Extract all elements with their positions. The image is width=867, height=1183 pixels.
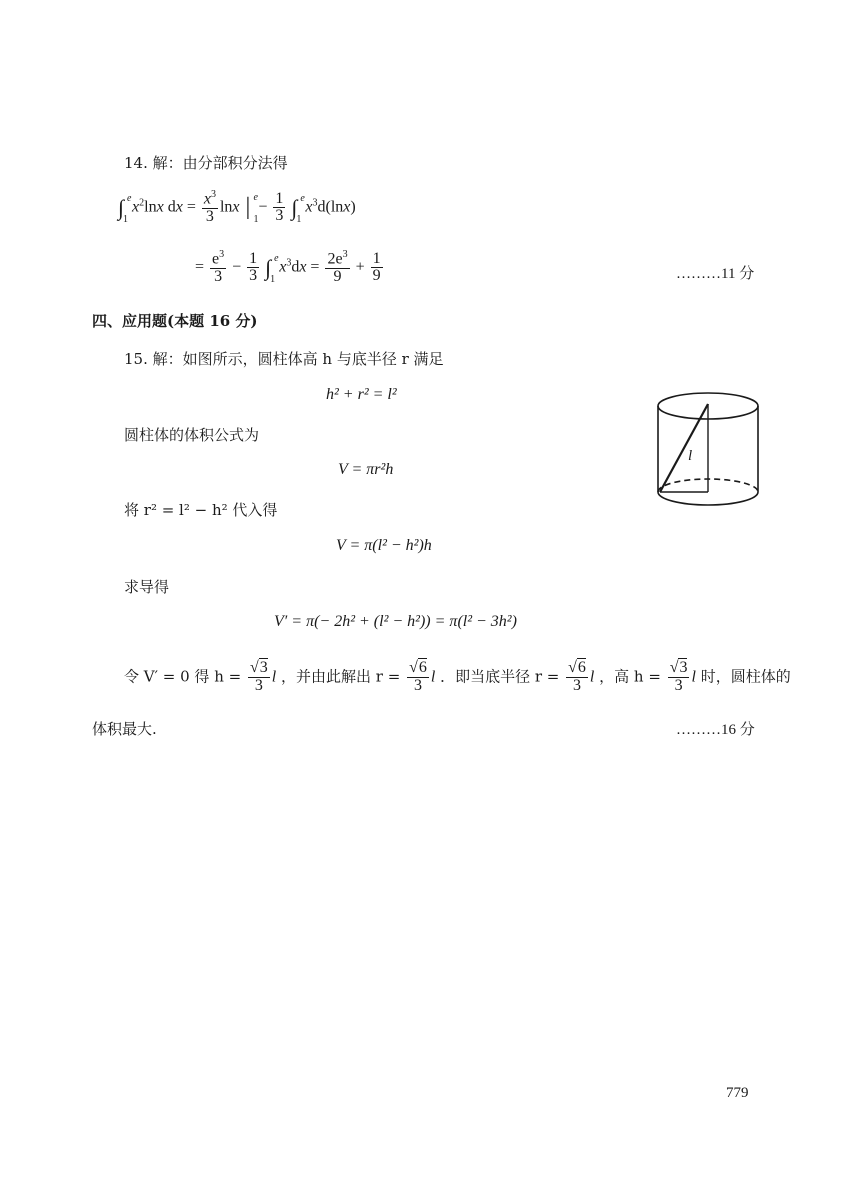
- q15-conclusion-line2: 体积最大.: [92, 720, 157, 738]
- q15-eq4: V′ = π(− 2h² + (l² − h²)) = π(l² − 3h²): [274, 613, 517, 630]
- q15-conclusion: 令 V′ = 0 得 h = $\frac{√3}{3}$ l ，并由此解出 r = $\frac{√6}{3}$ l ．即当底半径 r = $\frac{√6}{3}$ l ，高 h = $\frac{√3}{3}$ l 时，圆柱体的: [124, 659, 791, 694]
- q15-text-volume: 圆柱体的体积公式为: [124, 426, 260, 444]
- q14-heading: 14. 解：由分部积分法得: [124, 154, 288, 172]
- cylinder-figure: [650, 388, 768, 514]
- conclusion-mid2: ．即当底半径 r =: [440, 667, 560, 686]
- conclusion-mid3: ，高 h =: [599, 667, 661, 686]
- conclusion-end: 时，圆柱体的: [700, 667, 791, 686]
- figure-label-l: l: [688, 448, 693, 464]
- q15-text-deriv: 求导得: [124, 578, 170, 596]
- q14-formula-line2: = $\frac{e^3}{3}$ − $\frac{1}{3}$ ∫ e 1 $x^3dx$ = $\frac{2e^3}{9}$ + $\frac{1}{9}$: [195, 249, 381, 286]
- q14-score: ………11 分: [676, 266, 755, 282]
- section-title: 四、应用题(本题 16 分): [92, 312, 258, 330]
- page-number: 779: [726, 1085, 749, 1101]
- q15-eq2: V = πr²h: [338, 461, 394, 478]
- q14-formula-line1: ∫ e 1 $x^2\ln x$ dx = $\frac{x^3}{3}$ lnx | e 1 − $\frac{1}{3}$ ∫ e 1 $x^3d(\ln x)$: [118, 189, 356, 226]
- q15-score: ………16 分: [676, 722, 755, 738]
- q15-eq1: h² + r² = l²: [326, 386, 397, 403]
- conclusion-mid1: ，并由此解出 r =: [281, 667, 401, 686]
- q15-text-sub: 将 r² = l² − h² 代入得: [124, 501, 278, 519]
- cylinder-bottom-front: [658, 492, 758, 505]
- q15-eq3: V = π(l² − h²)h: [336, 537, 432, 554]
- conclusion-start: 令 V′ = 0 得 h =: [124, 667, 242, 686]
- q15-heading: 15. 解：如图所示，圆柱体高 h 与底半径 r 满足: [124, 350, 444, 368]
